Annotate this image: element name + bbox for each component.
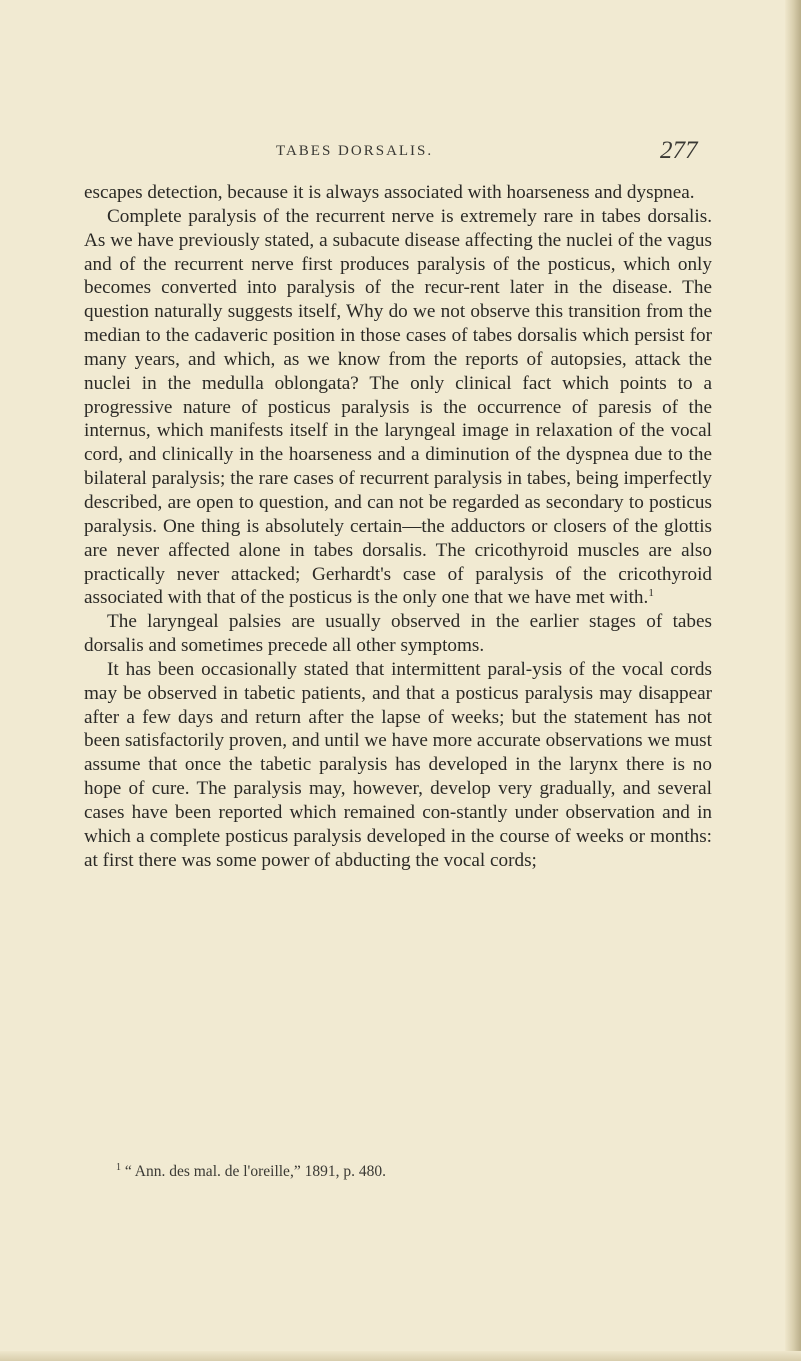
page-edge-shadow bbox=[785, 0, 801, 1361]
page-header bbox=[0, 137, 801, 173]
footnote-marker: 1 bbox=[116, 1162, 121, 1173]
page-number: 277 bbox=[660, 137, 698, 164]
paragraph-2 bbox=[84, 205, 712, 610]
paragraph-2-text: Complete paralysis of the recurrent nerve is extremely rare in tabes dorsalis. As we have previously stated, a subacute disease affecting the nuclei of the vagus and of the recurrent nerve first produces paralysis of the posticus, which only becomes converted into paralysis of the recur-rent later in the disease. The question naturally suggests itself, Why do we not observe this transition from the median to the cadaveric position in those cases of tabes dorsalis which persist for many years, and which, as we know from the reports of autopsies, attack the nuclei in the medulla oblongata? The only clinical fact which points to a progressive nature of posticus paralysis is the occurrence of paresis of the internus, which manifests itself in the laryngeal image in relaxation of the vocal cord, and clinically in the hoarseness and a diminution of the dyspnea due to the bilateral paralysis; the rare cases of recurrent paralysis in tabes, being imperfectly described, are open to question, and can not be regarded as secondary to posticus paralysis. One thing is absolutely certain—the adductors or closers of the glottis are never affected alone in tabes dorsalis. The cricothyroid muscles are also practically never attacked; Gerhardt's case of paralysis of the cricothyroid associated with that of the posticus is the only one that we have met with. bbox=[84, 205, 712, 609]
paragraph-3: The laryngeal palsies are usually observed in the earlier stages of tabes dorsalis and sometimes precede all other symptoms. bbox=[84, 611, 712, 657]
footnote-reference: 1 bbox=[648, 587, 654, 600]
page-bottom-edge bbox=[0, 1351, 801, 1361]
footnote-text: “ Ann. des mal. de l'oreille,” 1891, p. 480. bbox=[124, 1163, 386, 1180]
paragraph-4: It has been occasionally stated that intermittent paral-ysis of the vocal cords may be observed in tabetic patients, and that a posticus paralysis may disappear after a few days and return after the lapse of weeks; but the statement has not been satisfactorily proven, and until we have more accurate observations we must assume that once the tabetic paralysis has developed in the larynx there is no hope of cure. The paralysis may, however, develop very gradually, and several cases have been reported which remained con-stantly under observation and in which a complete posticus paralysis developed in the course of weeks or months: at first there was some power of abducting the vocal cords; bbox=[84, 658, 712, 871]
paragraph-1: escapes detection, because it is always associated with hoarseness and dyspnea. bbox=[84, 182, 695, 203]
footnote bbox=[116, 1163, 716, 1181]
body-text bbox=[84, 181, 712, 872]
running-title: TABES DORSALIS. bbox=[276, 143, 434, 159]
